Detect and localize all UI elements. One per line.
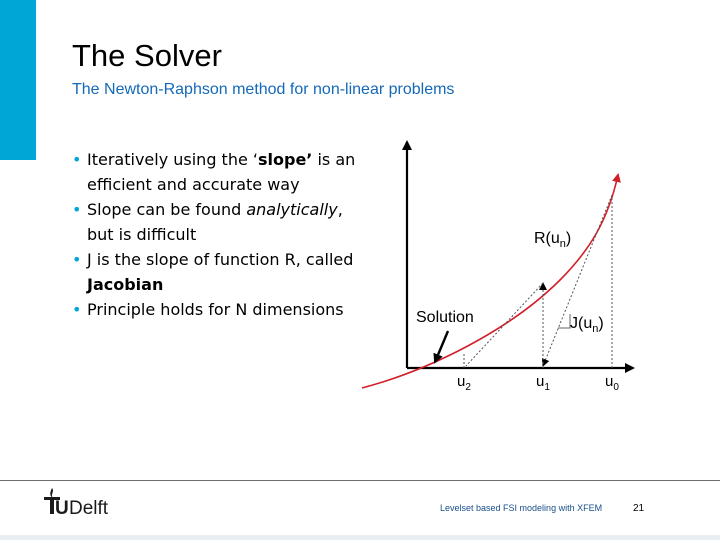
solution-label: Solution <box>416 309 474 326</box>
slide-subtitle: The Newton-Raphson method for non-linear problems <box>72 81 455 98</box>
svg-text:U: U <box>55 498 69 519</box>
bullet-item <box>72 297 362 322</box>
slide-title: The Solver <box>72 38 222 73</box>
bullet-dot-icon: • <box>72 150 82 169</box>
tudelft-logo <box>40 486 130 520</box>
presentation-title: Levelset based FSI modeling with XFEM <box>440 503 603 513</box>
bullet-text: Slope can be found <box>87 200 247 219</box>
residual-curve <box>362 175 618 388</box>
bullet-dot-icon: • <box>72 250 82 269</box>
tangent-line-2 <box>466 283 543 366</box>
tick-label-u1: $u_1$ <box>536 373 550 393</box>
bullet-item <box>72 147 362 197</box>
bullet-text-italic: analytically <box>246 200 338 219</box>
accent-bar <box>0 0 36 160</box>
newton-raphson-diagram <box>360 130 640 400</box>
curve-label: $R(u_n)$ <box>534 230 572 250</box>
tick-label-u2: $u_2$ <box>457 373 471 393</box>
bullet-text-bold: slope’ <box>257 150 313 169</box>
bullet-item <box>72 197 362 247</box>
page-number: 21 <box>633 503 645 514</box>
flame-icon <box>50 488 53 498</box>
jacobian-label: $J(u_n)$ <box>570 315 604 335</box>
slope-triangle <box>558 314 570 328</box>
tangent-line-1 <box>543 195 612 366</box>
bullet-text-bold: Jacobian <box>87 275 164 294</box>
bullet-text: J is the slope of function R, called <box>87 250 354 269</box>
tick-label-u0: $u_0$ <box>605 373 619 393</box>
bullet-text: , but is difficult <box>87 200 343 244</box>
bullet-dot-icon: • <box>72 200 82 219</box>
bullet-text: is an efficient and accurate way <box>87 150 356 194</box>
footer-divider <box>0 480 720 481</box>
bullet-item <box>72 247 362 297</box>
footer-band <box>0 535 720 540</box>
bullet-text: Iteratively using the ‘ <box>87 150 258 169</box>
bullet-list <box>72 147 362 322</box>
bullet-text: Principle holds for N dimensions <box>87 300 344 319</box>
bullet-dot-icon: • <box>72 300 82 319</box>
svg-text:Delft: Delft <box>69 498 109 519</box>
